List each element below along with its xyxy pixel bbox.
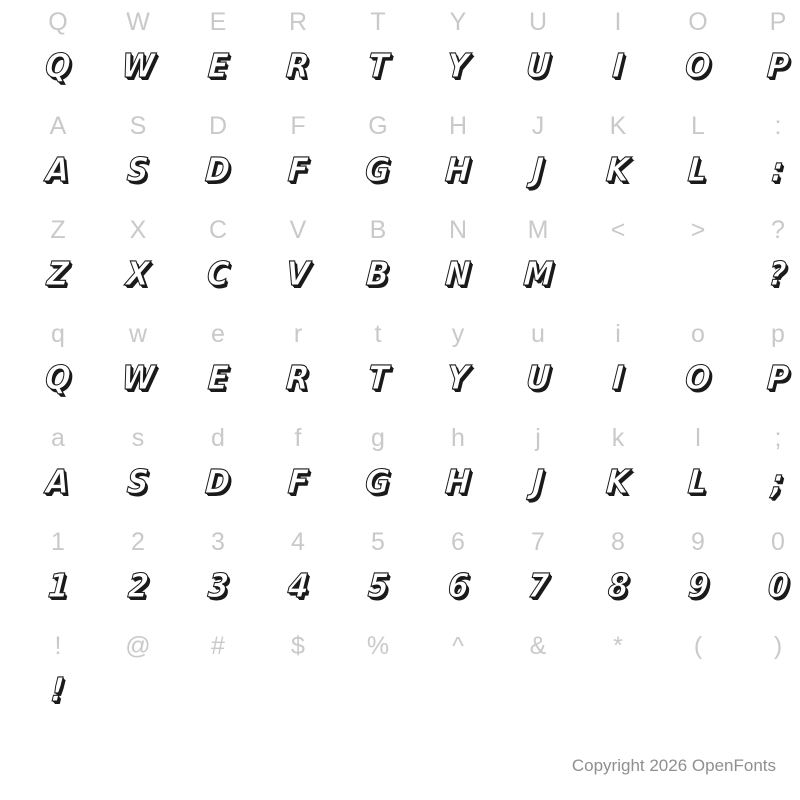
- key-label: 0: [771, 528, 785, 556]
- glyph-sample: !: [49, 670, 67, 709]
- glyph-sample: P: [765, 46, 791, 85]
- glyph-sample: Z: [45, 254, 71, 293]
- key-label: e: [211, 320, 225, 348]
- glyph-cell: [658, 40, 738, 108]
- key-label: ;: [774, 424, 782, 452]
- glyph-cell: [498, 560, 578, 628]
- glyph-sample-row: [0, 40, 800, 108]
- glyph-cell: [578, 144, 658, 212]
- glyph-cell: [258, 144, 338, 212]
- glyph-cell: [338, 352, 418, 420]
- key-label: 4: [291, 528, 305, 556]
- glyph-sample: ?: [768, 254, 789, 293]
- glyph-sample: O: [684, 358, 713, 397]
- glyph-sample: 5: [366, 566, 390, 605]
- glyph-cell: [98, 560, 178, 628]
- key-label: f: [294, 424, 302, 452]
- glyph-cell: [338, 456, 418, 524]
- glyph-cell: [738, 144, 800, 212]
- key-label: d: [211, 424, 225, 452]
- glyph-cell: [418, 352, 498, 420]
- key-label: 3: [211, 528, 225, 556]
- glyph-cell: [418, 144, 498, 212]
- glyph-sample: L: [687, 150, 709, 189]
- glyph-sample: Q: [44, 358, 73, 397]
- glyph-cell: [738, 560, 800, 628]
- key-label-row: [0, 316, 800, 352]
- glyph-cell: [98, 664, 178, 732]
- glyph-cell: [498, 456, 578, 524]
- glyph-cell: [98, 456, 178, 524]
- key-label: P: [769, 8, 787, 36]
- key-label: t: [374, 320, 382, 348]
- key-label: D: [208, 112, 228, 140]
- key-label: y: [451, 320, 465, 348]
- glyph-sample: J: [531, 462, 545, 501]
- glyph-sample: :: [770, 150, 786, 189]
- key-label: u: [531, 320, 545, 348]
- glyph-cell: [498, 40, 578, 108]
- glyph-sample: I: [611, 46, 625, 85]
- key-label: &: [529, 632, 547, 660]
- glyph-sample: T: [366, 358, 390, 397]
- key-label: o: [691, 320, 705, 348]
- glyph-sample: H: [444, 150, 472, 189]
- glyph-cell: [658, 456, 738, 524]
- glyph-cell: [178, 40, 258, 108]
- key-label: C: [208, 216, 228, 244]
- glyph-sample: Q: [44, 46, 73, 85]
- glyph-sample: U: [524, 358, 552, 397]
- key-label: j: [535, 424, 541, 452]
- glyph-cell: [178, 456, 258, 524]
- key-label: i: [615, 320, 621, 348]
- key-label: k: [611, 424, 625, 452]
- glyph-cell: [738, 664, 800, 732]
- key-label: H: [448, 112, 468, 140]
- key-label: $: [291, 632, 305, 660]
- key-label: >: [690, 216, 706, 244]
- glyph-sample: F: [286, 462, 310, 501]
- glyph-sample: A: [45, 462, 71, 501]
- key-label: V: [289, 216, 307, 244]
- key-label: w: [128, 320, 148, 348]
- glyph-sample: T: [366, 46, 390, 85]
- glyph-cell: [178, 560, 258, 628]
- glyph-cell: [258, 40, 338, 108]
- copyright-notice: Copyright 2026 OpenFonts: [571, 756, 776, 775]
- glyph-sample: D: [204, 462, 232, 501]
- glyph-cell: [658, 352, 738, 420]
- glyph-sample: G: [364, 462, 392, 501]
- key-label: :: [774, 112, 782, 140]
- glyph-cell: [178, 664, 258, 732]
- glyph-cell: [178, 144, 258, 212]
- key-label: *: [613, 632, 623, 660]
- glyph-cell: [338, 560, 418, 628]
- glyph-cell: [578, 352, 658, 420]
- glyph-cell: [658, 248, 738, 316]
- glyph-cell: [418, 248, 498, 316]
- glyph-cell: [258, 352, 338, 420]
- key-label: U: [528, 8, 548, 36]
- glyph-sample: 4: [286, 566, 310, 605]
- key-label: F: [290, 112, 306, 140]
- key-label-row: [0, 108, 800, 144]
- glyph-sample: S: [125, 462, 151, 501]
- glyph-cell: [98, 40, 178, 108]
- glyph-cell: [258, 664, 338, 732]
- key-label: E: [209, 8, 227, 36]
- key-label: R: [288, 8, 308, 36]
- key-label: 9: [691, 528, 705, 556]
- key-label: M: [527, 216, 549, 244]
- key-label: <: [610, 216, 626, 244]
- glyph-cell: [498, 144, 578, 212]
- glyph-sample: Y: [445, 358, 471, 397]
- glyph-cell: [18, 248, 98, 316]
- glyph-sample: D: [204, 150, 232, 189]
- glyph-cell: [738, 352, 800, 420]
- glyph-cell: [258, 560, 338, 628]
- glyph-sample-row: [0, 664, 800, 732]
- glyph-sample: U: [524, 46, 552, 85]
- glyph-sample: J: [531, 150, 545, 189]
- key-label: 2: [131, 528, 145, 556]
- glyph-sample: A: [45, 150, 71, 189]
- key-label: a: [51, 424, 65, 452]
- key-label: (: [693, 632, 703, 660]
- glyph-sample: X: [125, 254, 151, 293]
- key-label-row: [0, 628, 800, 664]
- key-label: 8: [611, 528, 625, 556]
- glyph-cell: [338, 248, 418, 316]
- glyph-cell: [98, 248, 178, 316]
- glyph-cell: [498, 352, 578, 420]
- glyph-sample: F: [286, 150, 310, 189]
- glyph-sample: 6: [446, 566, 470, 605]
- glyph-sample: R: [285, 46, 311, 85]
- key-label: A: [49, 112, 67, 140]
- glyph-sample: E: [206, 46, 230, 85]
- glyph-cell: [338, 664, 418, 732]
- key-label: 1: [51, 528, 65, 556]
- key-label-row: [0, 524, 800, 560]
- glyph-cell: [18, 144, 98, 212]
- glyph-sample: 0: [766, 566, 790, 605]
- key-label: ?: [771, 216, 785, 244]
- glyph-cell: [498, 664, 578, 732]
- glyph-cell: [338, 40, 418, 108]
- glyph-cell: [578, 456, 658, 524]
- glyph-sample: 2: [126, 566, 150, 605]
- glyph-cell: [498, 248, 578, 316]
- glyph-sample: 7: [526, 566, 550, 605]
- key-label: B: [369, 216, 387, 244]
- glyph-cell: [98, 144, 178, 212]
- glyph-cell: [738, 248, 800, 316]
- glyph-sample: E: [206, 358, 230, 397]
- glyph-sample: W: [120, 46, 156, 85]
- key-label: 5: [371, 528, 385, 556]
- key-label-row: [0, 420, 800, 456]
- glyph-sample: R: [285, 358, 311, 397]
- glyph-sample: K: [605, 462, 631, 501]
- glyph-cell: [578, 664, 658, 732]
- key-label: h: [451, 424, 465, 452]
- glyph-sample-row: [0, 248, 800, 316]
- key-label: ): [773, 632, 783, 660]
- key-label: l: [695, 424, 701, 452]
- key-label: !: [54, 632, 62, 660]
- glyph-sample: S: [125, 150, 151, 189]
- key-label-row: [0, 212, 800, 248]
- glyph-cell: [18, 560, 98, 628]
- glyph-sample: Y: [445, 46, 471, 85]
- glyph-cell: [18, 40, 98, 108]
- glyph-sample: 8: [606, 566, 630, 605]
- glyph-sample: K: [605, 150, 631, 189]
- glyph-cell: [658, 144, 738, 212]
- key-label: #: [211, 632, 225, 660]
- key-label: Z: [50, 216, 66, 244]
- glyph-cell: [258, 456, 338, 524]
- key-label: g: [371, 424, 385, 452]
- glyph-sample: P: [765, 358, 791, 397]
- key-label: %: [366, 632, 390, 660]
- key-label: ^: [452, 632, 464, 660]
- glyph-sample: 3: [206, 566, 230, 605]
- key-label: T: [370, 8, 386, 36]
- glyph-sample: C: [205, 254, 231, 293]
- key-label: O: [688, 8, 708, 36]
- glyph-sample-row: [0, 560, 800, 628]
- glyph-sample: L: [687, 462, 709, 501]
- key-label: S: [129, 112, 147, 140]
- glyph-cell: [18, 664, 98, 732]
- key-label-row: [0, 4, 800, 40]
- key-label: Y: [449, 8, 467, 36]
- glyph-sample: V: [285, 254, 311, 293]
- key-label: r: [293, 320, 303, 348]
- glyph-cell: [258, 248, 338, 316]
- key-label: s: [131, 424, 145, 452]
- glyph-cell: [98, 352, 178, 420]
- glyph-cell: [418, 664, 498, 732]
- key-label: 7: [531, 528, 545, 556]
- glyph-sample: H: [444, 462, 472, 501]
- glyph-cell: [18, 352, 98, 420]
- key-label: p: [771, 320, 785, 348]
- key-label: N: [448, 216, 468, 244]
- glyph-cell: [658, 664, 738, 732]
- glyph-sample-row: [0, 456, 800, 524]
- glyph-sample: O: [684, 46, 713, 85]
- glyph-cell: [18, 456, 98, 524]
- key-label: I: [614, 8, 622, 36]
- glyph-cell: [578, 40, 658, 108]
- glyph-sample: I: [611, 358, 625, 397]
- key-label: K: [609, 112, 627, 140]
- key-label: W: [126, 8, 150, 36]
- key-label: 6: [451, 528, 465, 556]
- key-label: J: [531, 112, 545, 140]
- glyph-cell: [418, 456, 498, 524]
- glyph-cell: [578, 248, 658, 316]
- glyph-sample: 9: [686, 566, 710, 605]
- glyph-sample-row: [0, 144, 800, 212]
- glyph-cell: [178, 248, 258, 316]
- glyph-cell: [658, 560, 738, 628]
- glyph-sample-row: [0, 352, 800, 420]
- glyph-cell: [418, 560, 498, 628]
- key-label: q: [51, 320, 65, 348]
- key-label: @: [125, 632, 151, 660]
- key-label: X: [129, 216, 147, 244]
- key-label: Q: [48, 8, 68, 36]
- glyph-cell: [418, 40, 498, 108]
- glyph-sample: B: [365, 254, 391, 293]
- glyph-cell: [738, 456, 800, 524]
- key-label: G: [368, 112, 388, 140]
- glyph-cell: [738, 40, 800, 108]
- glyph-sample: M: [521, 254, 555, 293]
- glyph-cell: [178, 352, 258, 420]
- glyph-sample: 1: [46, 566, 70, 605]
- glyph-sample: N: [444, 254, 472, 293]
- glyph-cell: [578, 560, 658, 628]
- glyph-sample: G: [364, 150, 392, 189]
- glyph-cell: [338, 144, 418, 212]
- key-label: L: [691, 112, 705, 140]
- glyph-sample: W: [120, 358, 156, 397]
- glyph-sample: ;: [770, 462, 786, 501]
